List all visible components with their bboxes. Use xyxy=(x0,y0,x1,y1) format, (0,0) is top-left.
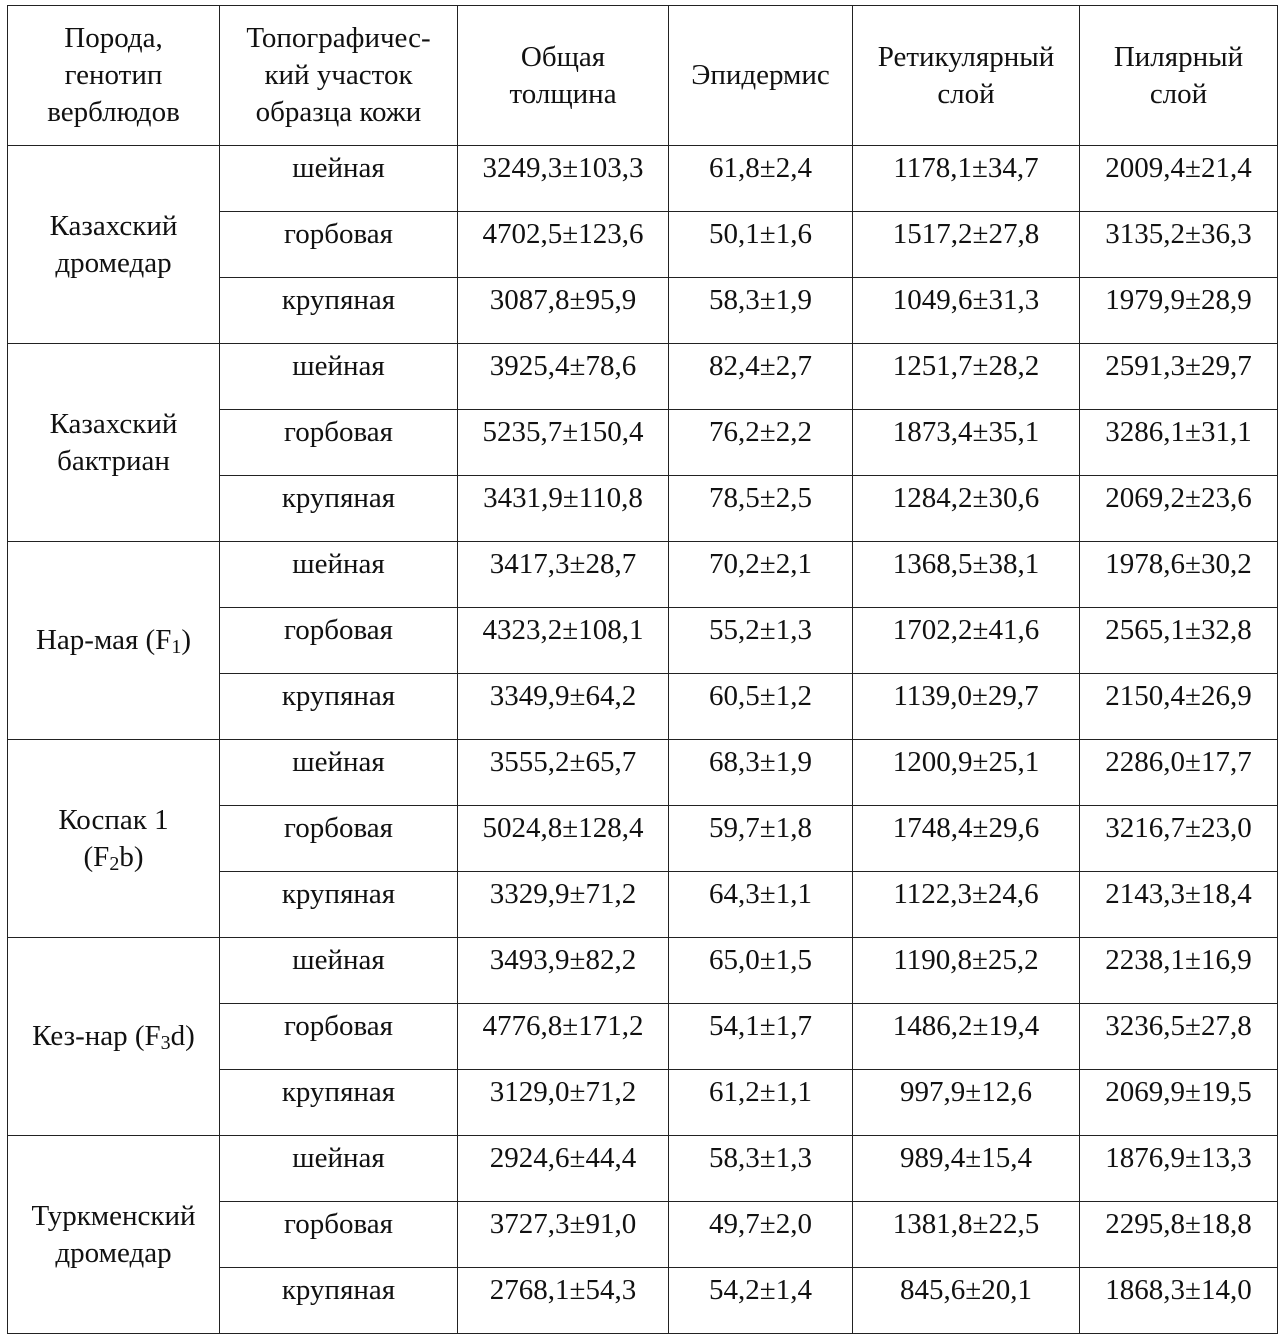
epidermis-cell: 61,8±2,4 xyxy=(669,146,853,212)
epidermis-cell: 65,0±1,5 xyxy=(669,938,853,1004)
header-site-line2: кий участок xyxy=(264,59,413,91)
epidermis-cell: 58,3±1,9 xyxy=(669,278,853,344)
breed-line2: бактриан xyxy=(57,444,170,477)
breed-line1: Казахский xyxy=(49,209,178,242)
breed-label xyxy=(14,622,213,659)
total-cell: 3417,3±28,7 xyxy=(458,542,669,608)
header-pilar-layer xyxy=(1080,6,1278,146)
reticular-cell: 845,6±20,1 xyxy=(853,1268,1080,1334)
breed-label-sub: 3 xyxy=(160,1032,171,1054)
pilar-cell: 3236,5±27,8 xyxy=(1080,1004,1278,1070)
header-total-line2: толщина xyxy=(509,77,617,110)
site-cell: крупяная xyxy=(220,278,458,344)
epidermis-cell: 50,1±1,6 xyxy=(669,212,853,278)
site-cell: горбовая xyxy=(220,212,458,278)
total-cell: 3349,9±64,2 xyxy=(458,674,669,740)
pilar-cell: 3286,1±31,1 xyxy=(1080,410,1278,476)
total-cell: 5235,7±150,4 xyxy=(458,410,669,476)
skin-thickness-table xyxy=(7,5,1278,1334)
site-cell: горбовая xyxy=(220,1202,458,1268)
pilar-cell: 3216,7±23,0 xyxy=(1080,806,1278,872)
site-cell: шейная xyxy=(220,542,458,608)
header-epidermis xyxy=(669,6,853,146)
epidermis-cell: 54,2±1,4 xyxy=(669,1268,853,1334)
breed-label-pre: Кез-нар (F xyxy=(32,1020,161,1052)
reticular-cell: 1873,4±35,1 xyxy=(853,410,1080,476)
pilar-cell: 2295,8±18,8 xyxy=(1080,1202,1278,1268)
header-epidermis-label: Эпидермис xyxy=(691,59,830,91)
pilar-cell: 1876,9±13,3 xyxy=(1080,1136,1278,1202)
header-reticular-line2: слой xyxy=(937,77,995,110)
site-cell: крупяная xyxy=(220,1070,458,1136)
breed-label xyxy=(14,1018,213,1055)
breed-label-post: d) xyxy=(170,1020,195,1052)
site-cell: крупяная xyxy=(220,476,458,542)
breed-cell-kazakh-bactrian xyxy=(8,344,220,542)
site-cell: горбовая xyxy=(220,608,458,674)
breed-label-post: b) xyxy=(119,840,144,873)
breed-cell-kazakh-dromedary xyxy=(8,146,220,344)
header-pilar-line2: слой xyxy=(1149,77,1208,110)
pilar-cell: 2143,3±18,4 xyxy=(1080,872,1278,938)
site-cell: шейная xyxy=(220,740,458,806)
reticular-cell: 1368,5±38,1 xyxy=(853,542,1080,608)
total-cell: 4323,2±108,1 xyxy=(458,608,669,674)
epidermis-cell: 64,3±1,1 xyxy=(669,872,853,938)
site-cell: шейная xyxy=(220,938,458,1004)
header-total-thickness xyxy=(458,6,669,146)
pilar-cell: 1978,6±30,2 xyxy=(1080,542,1278,608)
pilar-cell: 2286,0±17,7 xyxy=(1080,740,1278,806)
site-cell: шейная xyxy=(220,146,458,212)
total-cell: 2768,1±54,3 xyxy=(458,1268,669,1334)
total-cell: 3925,4±78,6 xyxy=(458,344,669,410)
total-cell: 3087,8±95,9 xyxy=(458,278,669,344)
table-row xyxy=(8,146,1278,212)
epidermis-cell: 54,1±1,7 xyxy=(669,1004,853,1070)
header-breed-line2: генотип xyxy=(64,59,163,91)
table-row xyxy=(8,542,1278,608)
breed-line1: Коспак 1 xyxy=(58,803,169,836)
total-cell: 3727,3±91,0 xyxy=(458,1202,669,1268)
epidermis-cell: 49,7±2,0 xyxy=(669,1202,853,1268)
reticular-cell: 1200,9±25,1 xyxy=(853,740,1080,806)
header-reticular-line1: Ретикулярный xyxy=(877,40,1055,73)
site-cell: крупяная xyxy=(220,872,458,938)
header-breed-line3: верблюдов xyxy=(47,96,180,128)
site-cell: крупяная xyxy=(220,674,458,740)
header-row xyxy=(8,6,1278,146)
table-row xyxy=(8,740,1278,806)
reticular-cell: 1381,8±22,5 xyxy=(853,1202,1080,1268)
pilar-cell: 2565,1±32,8 xyxy=(1080,608,1278,674)
breed-line2: дромедар xyxy=(55,246,172,279)
site-cell: шейная xyxy=(220,344,458,410)
header-reticular-layer xyxy=(853,6,1080,146)
pilar-cell: 2069,2±23,6 xyxy=(1080,476,1278,542)
epidermis-cell: 59,7±1,8 xyxy=(669,806,853,872)
breed-label-pre: Нар-мая (F xyxy=(35,624,172,656)
pilar-cell: 3135,2±36,3 xyxy=(1080,212,1278,278)
total-cell: 4776,8±171,2 xyxy=(458,1004,669,1070)
epidermis-cell: 78,5±2,5 xyxy=(669,476,853,542)
pilar-cell: 2591,3±29,7 xyxy=(1080,344,1278,410)
reticular-cell: 997,9±12,6 xyxy=(853,1070,1080,1136)
breed-cell-kez-nar xyxy=(8,938,220,1136)
pilar-cell: 2150,4±26,9 xyxy=(1080,674,1278,740)
epidermis-cell: 82,4±2,7 xyxy=(669,344,853,410)
site-cell: горбовая xyxy=(220,410,458,476)
pilar-cell: 2238,1±16,9 xyxy=(1080,938,1278,1004)
reticular-cell: 1139,0±29,7 xyxy=(853,674,1080,740)
header-site-line1: Топографичес- xyxy=(246,22,431,54)
reticular-cell: 989,4±15,4 xyxy=(853,1136,1080,1202)
total-cell: 4702,5±123,6 xyxy=(458,212,669,278)
reticular-cell: 1748,4±29,6 xyxy=(853,806,1080,872)
total-cell: 3555,2±65,7 xyxy=(458,740,669,806)
header-pilar-line1: Пилярный xyxy=(1113,40,1244,73)
reticular-cell: 1122,3±24,6 xyxy=(853,872,1080,938)
site-cell: шейная xyxy=(220,1136,458,1202)
breed-label-sub: 1 xyxy=(171,636,182,658)
reticular-cell: 1178,1±34,7 xyxy=(853,146,1080,212)
breed-line2: дромедар xyxy=(55,1236,172,1269)
reticular-cell: 1284,2±30,6 xyxy=(853,476,1080,542)
site-cell: горбовая xyxy=(220,806,458,872)
total-cell: 3129,0±71,2 xyxy=(458,1070,669,1136)
reticular-cell: 1251,7±28,2 xyxy=(853,344,1080,410)
breed-line1: Туркменский xyxy=(31,1199,196,1232)
pilar-cell: 1979,9±28,9 xyxy=(1080,278,1278,344)
breed-cell-turkmen-dromedary xyxy=(8,1136,220,1334)
epidermis-cell: 60,5±1,2 xyxy=(669,674,853,740)
total-cell: 5024,8±128,4 xyxy=(458,806,669,872)
header-site-line3: образца кожи xyxy=(255,96,422,128)
epidermis-cell: 70,2±2,1 xyxy=(669,542,853,608)
table-row xyxy=(8,1136,1278,1202)
header-breed xyxy=(8,6,220,146)
header-site xyxy=(220,6,458,146)
epidermis-cell: 76,2±2,2 xyxy=(669,410,853,476)
breed-line2 xyxy=(14,839,213,876)
pilar-cell: 1868,3±14,0 xyxy=(1080,1268,1278,1334)
total-cell: 2924,6±44,4 xyxy=(458,1136,669,1202)
breed-label-sub: 2 xyxy=(109,852,120,875)
reticular-cell: 1190,8±25,2 xyxy=(853,938,1080,1004)
epidermis-cell: 68,3±1,9 xyxy=(669,740,853,806)
breed-cell-nar-maya xyxy=(8,542,220,740)
site-cell: горбовая xyxy=(220,1004,458,1070)
header-total-line1: Общая xyxy=(520,40,606,73)
reticular-cell: 1702,2±41,6 xyxy=(853,608,1080,674)
reticular-cell: 1049,6±31,3 xyxy=(853,278,1080,344)
total-cell: 3329,9±71,2 xyxy=(458,872,669,938)
breed-label-post: ) xyxy=(181,624,192,656)
table-row xyxy=(8,938,1278,1004)
total-cell: 3249,3±103,3 xyxy=(458,146,669,212)
pilar-cell: 2009,4±21,4 xyxy=(1080,146,1278,212)
reticular-cell: 1517,2±27,8 xyxy=(853,212,1080,278)
reticular-cell: 1486,2±19,4 xyxy=(853,1004,1080,1070)
breed-label-pre: (F xyxy=(83,840,110,873)
total-cell: 3431,9±110,8 xyxy=(458,476,669,542)
epidermis-cell: 58,3±1,3 xyxy=(669,1136,853,1202)
epidermis-cell: 61,2±1,1 xyxy=(669,1070,853,1136)
site-cell: крупяная xyxy=(220,1268,458,1334)
breed-cell-kospak xyxy=(8,740,220,938)
epidermis-cell: 55,2±1,3 xyxy=(669,608,853,674)
header-breed-line1: Порода, xyxy=(64,22,163,54)
total-cell: 3493,9±82,2 xyxy=(458,938,669,1004)
pilar-cell: 2069,9±19,5 xyxy=(1080,1070,1278,1136)
table-row xyxy=(8,344,1278,410)
breed-line1: Казахский xyxy=(49,407,178,440)
